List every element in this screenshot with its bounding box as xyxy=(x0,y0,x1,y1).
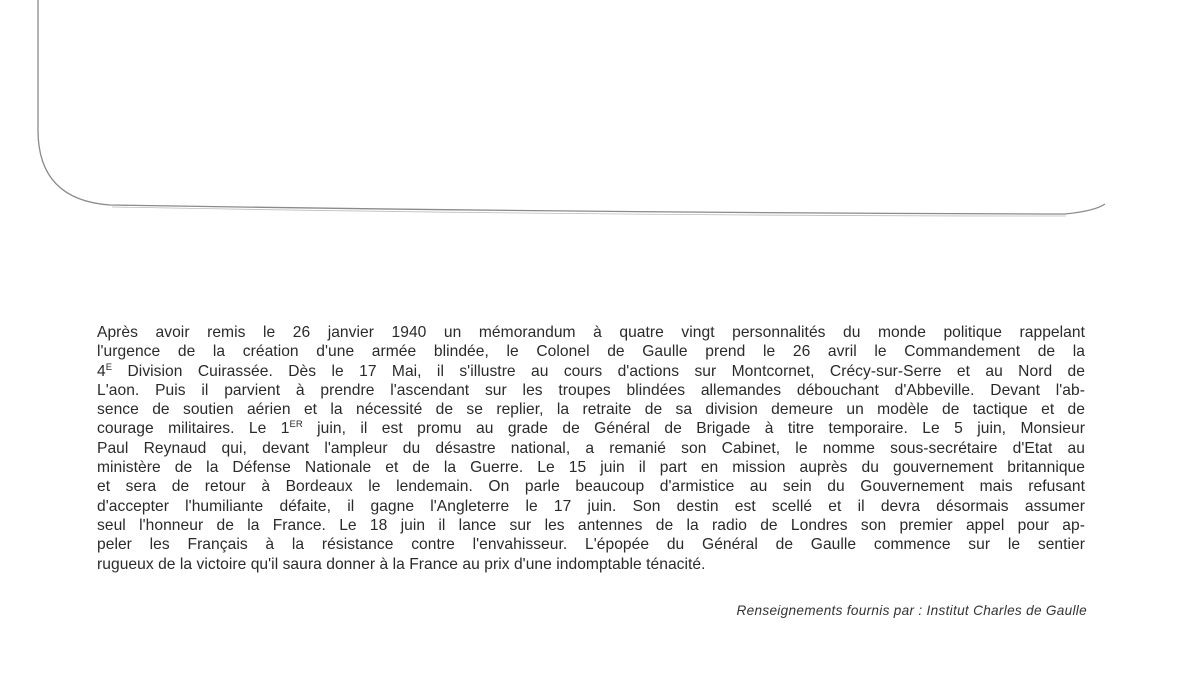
superscript: E xyxy=(105,361,113,373)
history-paragraph xyxy=(97,323,1085,574)
source-credit: Renseignements fournis par : Institut Charles de Gaulle xyxy=(736,603,1087,618)
envelope-flap-outline xyxy=(0,0,1200,230)
text-fragment: juin, il est promu au grade de Général de Brigade à titre temporaire. Le 5 juin, Monsieur xyxy=(302,420,1085,438)
text-line xyxy=(97,419,1085,438)
text-fragment: Division Cuirassée. Dès le 17 Mai, il s'illustre au cours d'actions sur Montcornet, Crécy-sur-Serre et au Nord de xyxy=(112,362,1085,380)
text-line xyxy=(97,362,1085,381)
text-line: rugueux de la victoire qu'il saura donner à la France au prix d'une indomptable ténacité. xyxy=(97,555,706,573)
text-line: peler les Français à la résistance contre l'envahisseur. L'épopée du Général de Gaulle commence sur le sentier xyxy=(97,536,1085,554)
text-fragment: 4 xyxy=(97,362,106,380)
text-line: sence de soutien aérien et la nécessité de se replier, la retraite de sa division demeure un modèle de tactique et de xyxy=(97,401,1085,419)
text-line: seul l'honneur de la France. Le 18 juin il lance sur les antennes de la radio de Londres son premier appel pour ap- xyxy=(97,516,1085,534)
text-line: l'urgence de la création d'une armée blindée, le Colonel de Gaulle prend le 26 avril le Commandement de la xyxy=(97,343,1085,361)
superscript: ER xyxy=(289,419,303,431)
envelope-flap-edge xyxy=(38,0,1105,214)
text-line: Après avoir remis le 26 janvier 1940 un mémorandum à quatre vingt personnalités du monde politique rappelant xyxy=(97,324,1085,341)
text-line: L'aon. Puis il parvient à prendre l'ascendant sur les troupes blindées allemandes débouchant d'Abbeville. Devant l'ab- xyxy=(97,381,1085,399)
text-line: ministère de la Défense Nationale et de la Guerre. Le 15 juin il part en mission auprès du gouvernement britannique xyxy=(97,459,1085,477)
text-fragment: courage militaires. Le 1 xyxy=(97,420,290,438)
text-line: et sera de retour à Bordeaux le lendemain. On parle beaucoup d'armistice au sein du Gouvernement mais refusant xyxy=(97,478,1085,496)
text-line: Paul Reynaud qui, devant l'ampleur du désastre national, a remanié son Cabinet, le nomme sous-secrétaire d'Etat au xyxy=(97,439,1085,457)
text-line: d'accepter l'humiliante défaite, il gagne l'Angleterre le 17 juin. Son destin est scellé et il devra désormais assumer xyxy=(97,497,1085,515)
